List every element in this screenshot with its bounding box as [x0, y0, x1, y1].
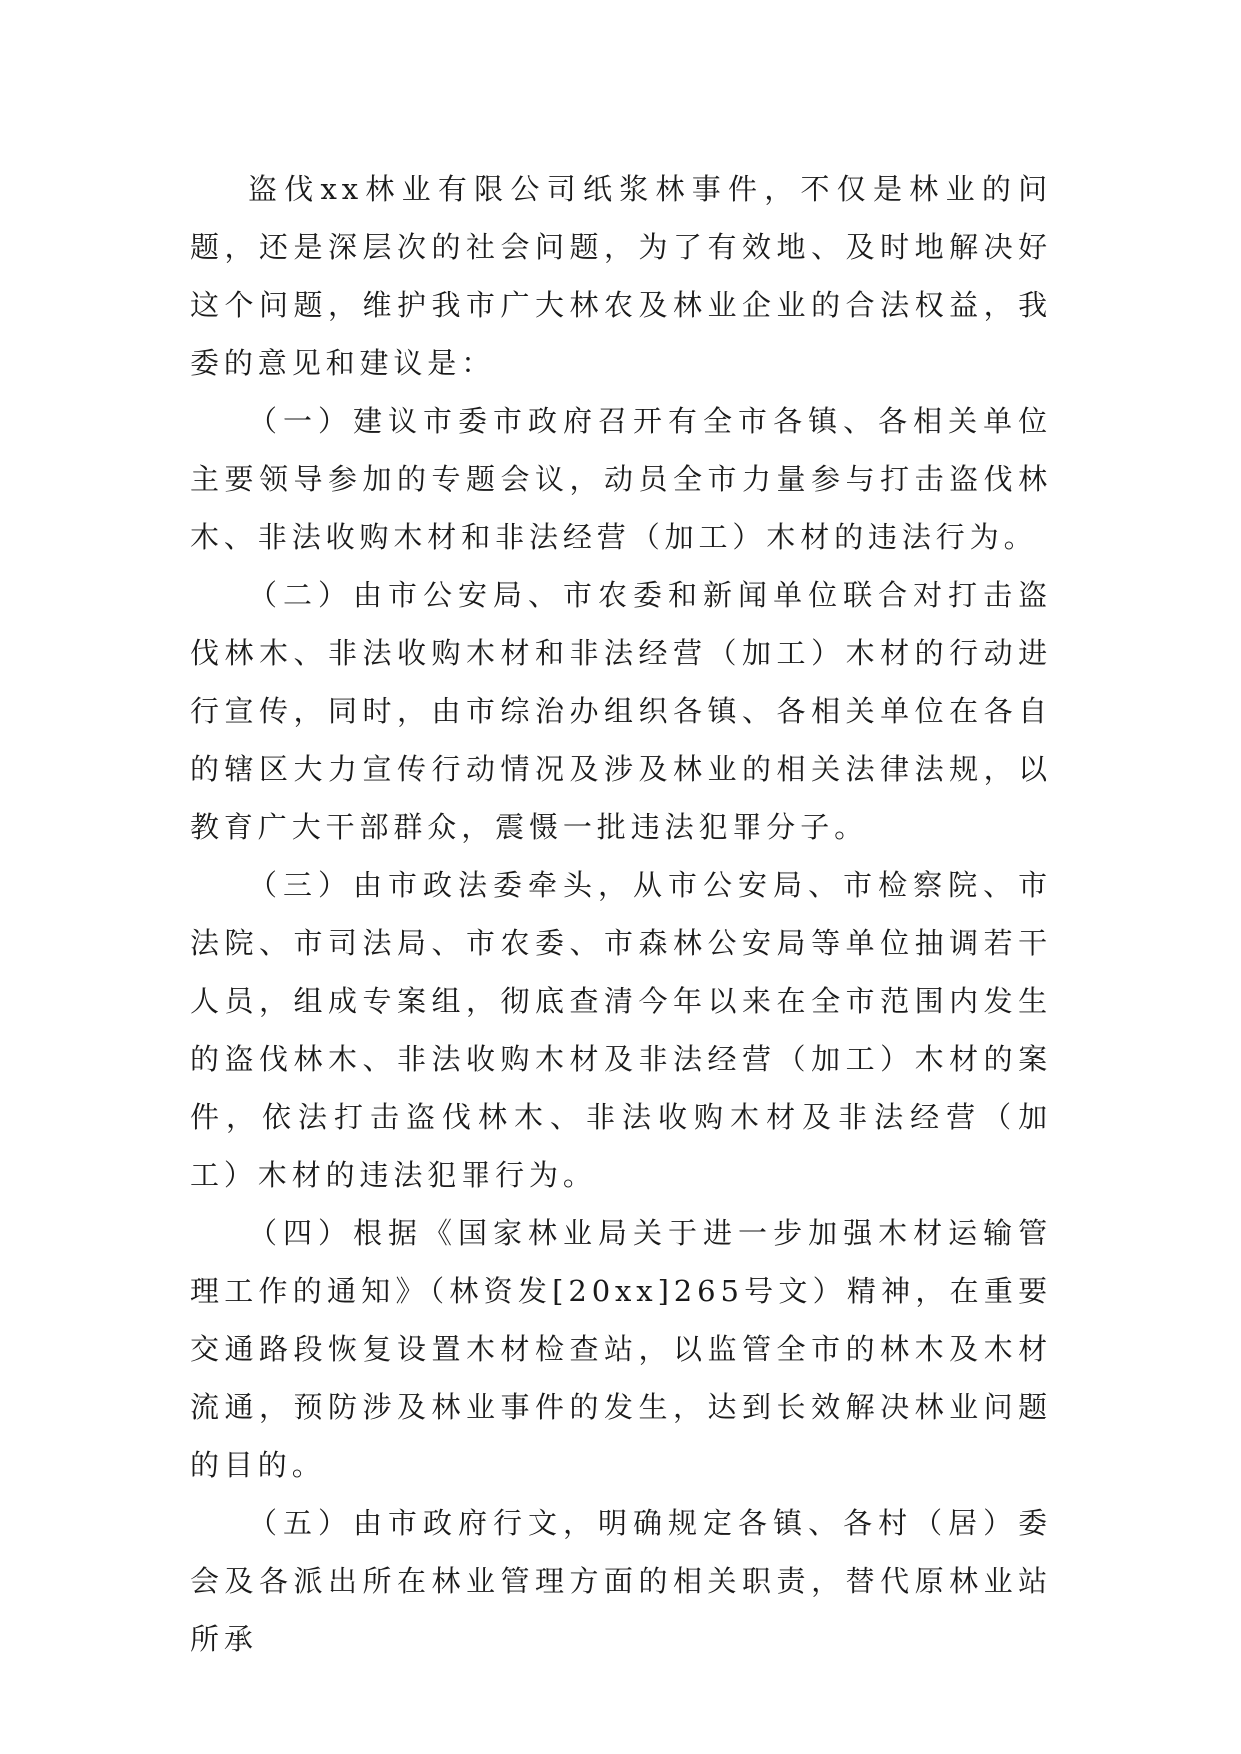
paragraph-intro: 盗伐xx林业有限公司纸浆林事件，不仅是林业的问题，还是深层次的社会问题，为了有效地、及时地解决好这个问题，维护我市广大林农及林业企业的合法权益，我委的意见和建议是： [190, 172, 1052, 380]
document-body [190, 160, 1052, 1668]
paragraph-item-2: （二）由市公安局、市农委和新闻单位联合对打击盗伐林木、非法收购木材和非法经营（加工）木材的行动进行宣传，同时，由市综治办组织各镇、各相关单位在各自的辖区大力宣传行动情况及涉及林业的相关法律法规，以教育广大干部群众，震慑一批违法犯罪分子。 [190, 578, 1052, 844]
paragraph-item-3: （三）由市政法委牵头，从市公安局、市检察院、市法院、市司法局、市农委、市森林公安局等单位抽调若干人员，组成专案组，彻底查清今年以来在全市范围内发生的盗伐林木、非法收购木材及非法经营（加工）木材的案件，依法打击盗伐林木、非法收购木材及非法经营（加工）木材的违法犯罪行为。 [190, 868, 1052, 1192]
paragraph-item-5: （五）由市政府行文，明确规定各镇、各村（居）委会及各派出所在林业管理方面的相关职责，替代原林业站所承 [190, 1506, 1052, 1656]
paragraph-item-1: （一）建议市委市政府召开有全市各镇、各相关单位主要领导参加的专题会议，动员全市力量参与打击盗伐林木、非法收购木材和非法经营（加工）木材的违法行为。 [190, 404, 1052, 554]
paragraph-item-4: （四）根据《国家林业局关于进一步加强木材运输管理工作的通知》（林资发[20xx]265号文）精神，在重要交通路段恢复设置木材检查站，以监管全市的林木及木材流通，预防涉及林业事件的发生，达到长效解决林业问题的目的。 [190, 1216, 1052, 1482]
